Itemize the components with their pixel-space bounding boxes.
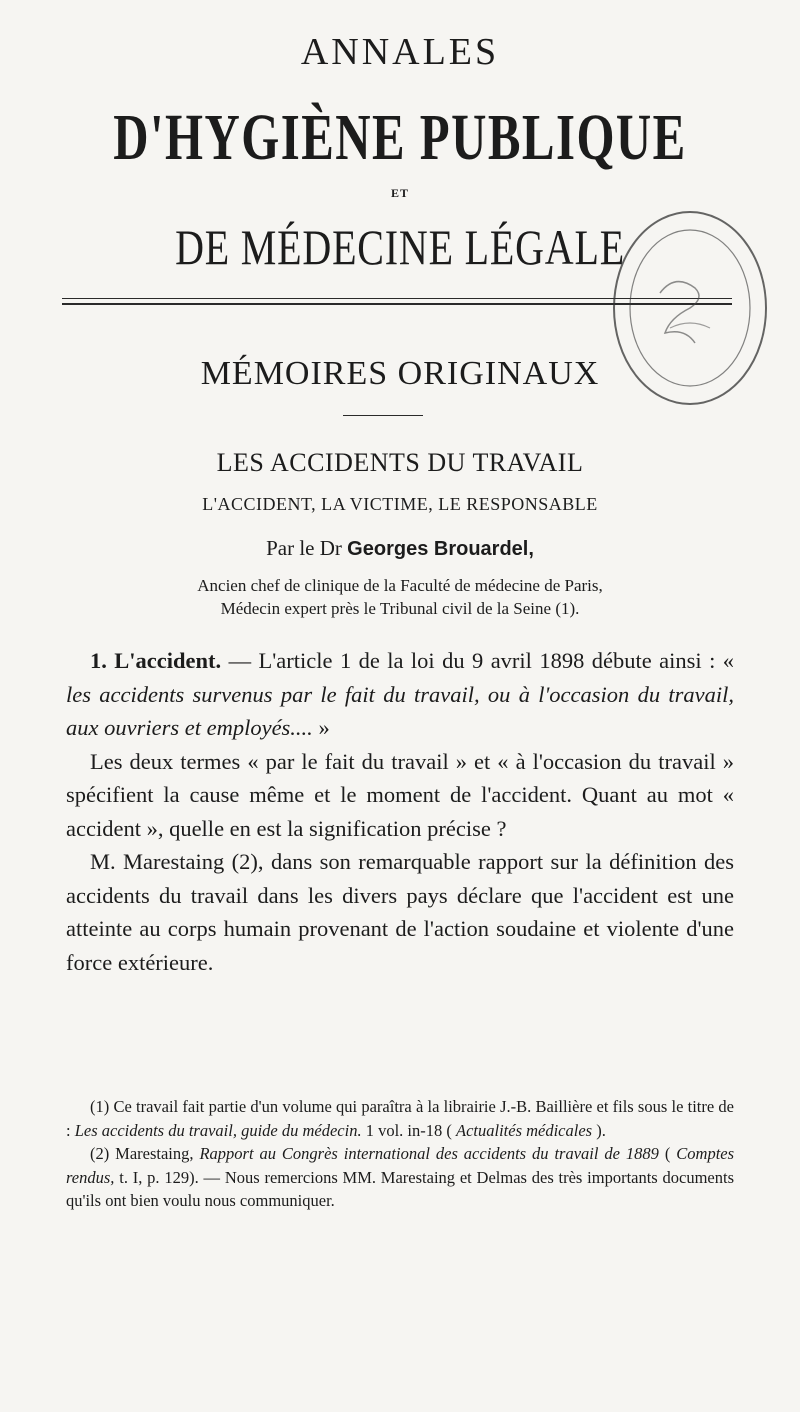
author-name: Georges Brouardel,: [347, 538, 534, 560]
section-label: L'accident.: [114, 648, 222, 673]
journal-title-et: ET: [390, 186, 409, 200]
paragraph-1-quote: les accidents survenus par le fait du travail, ou à l'occasion du travail, aux ouvriers et employés....: [66, 681, 734, 740]
paragraph-3: M. Marestaing (2), dans son remarquable rapport sur la définition des accidents du travail dans les divers pays déclare que l'accident est une atteinte au corps humain provenant de l'action soudaine et violente d'une force extérieure.: [66, 849, 734, 975]
footnote-2: (2) Marestaing, Rapport au Congrès international des accidents du travail de 1889 ( Comptes rendus, t. I, p. 129). — Nous remercions MM. Marestaing et Delmas des très importants documents qu'ils ont bien voulu nous communiquer.: [66, 1144, 735, 1210]
journal-title-medecine: DE MÉDECINE LÉGALE: [175, 219, 625, 275]
paragraph-1-text-b: »: [318, 715, 330, 740]
article-author: [0, 536, 800, 561]
author-credential-1: Ancien chef de clinique de la Faculté de médecine de Paris,: [197, 576, 603, 595]
paragraph-1: [66, 644, 734, 745]
section-number: 1.: [90, 648, 107, 673]
article-title: LES ACCIDENTS DU TRAVAIL: [216, 448, 584, 477]
journal-title-annales: ANNALES: [300, 31, 500, 73]
heading-divider: [343, 415, 423, 416]
article-subtitle: L'ACCIDENT, LA VICTIME, LE RESPONSABLE: [202, 494, 598, 514]
journal-title-hygiene: D'HYGIÈNE PUBLIQUE: [113, 101, 687, 174]
author-prefix: Par le Dr: [266, 536, 342, 560]
section-heading: MÉMOIRES ORIGINAUX: [200, 355, 600, 392]
paragraph-2: Les deux termes « par le fait du travail » et « à l'occasion du travail » spécifient la cause même et le moment de l'accident. Quant au mot « accident », quelle en est la signification précise ?: [66, 748, 734, 841]
footnote-1: (1) Ce travail fait partie d'un volume qui paraîtra à la librairie J.-B. Baillière et fils sous le titre de : Les accidents du travail, guide du médecin. 1 vol. in-18 ( Actualités médicales ).: [66, 1097, 734, 1140]
author-credential-2: Médecin expert près le Tribunal civil de la Seine (1).: [220, 599, 580, 618]
footnotes: [66, 1095, 734, 1213]
article-body: [66, 644, 734, 979]
paragraph-1-text-a: — L'article 1 de la loi du 9 avril 1898 débute ainsi : «: [228, 648, 734, 673]
